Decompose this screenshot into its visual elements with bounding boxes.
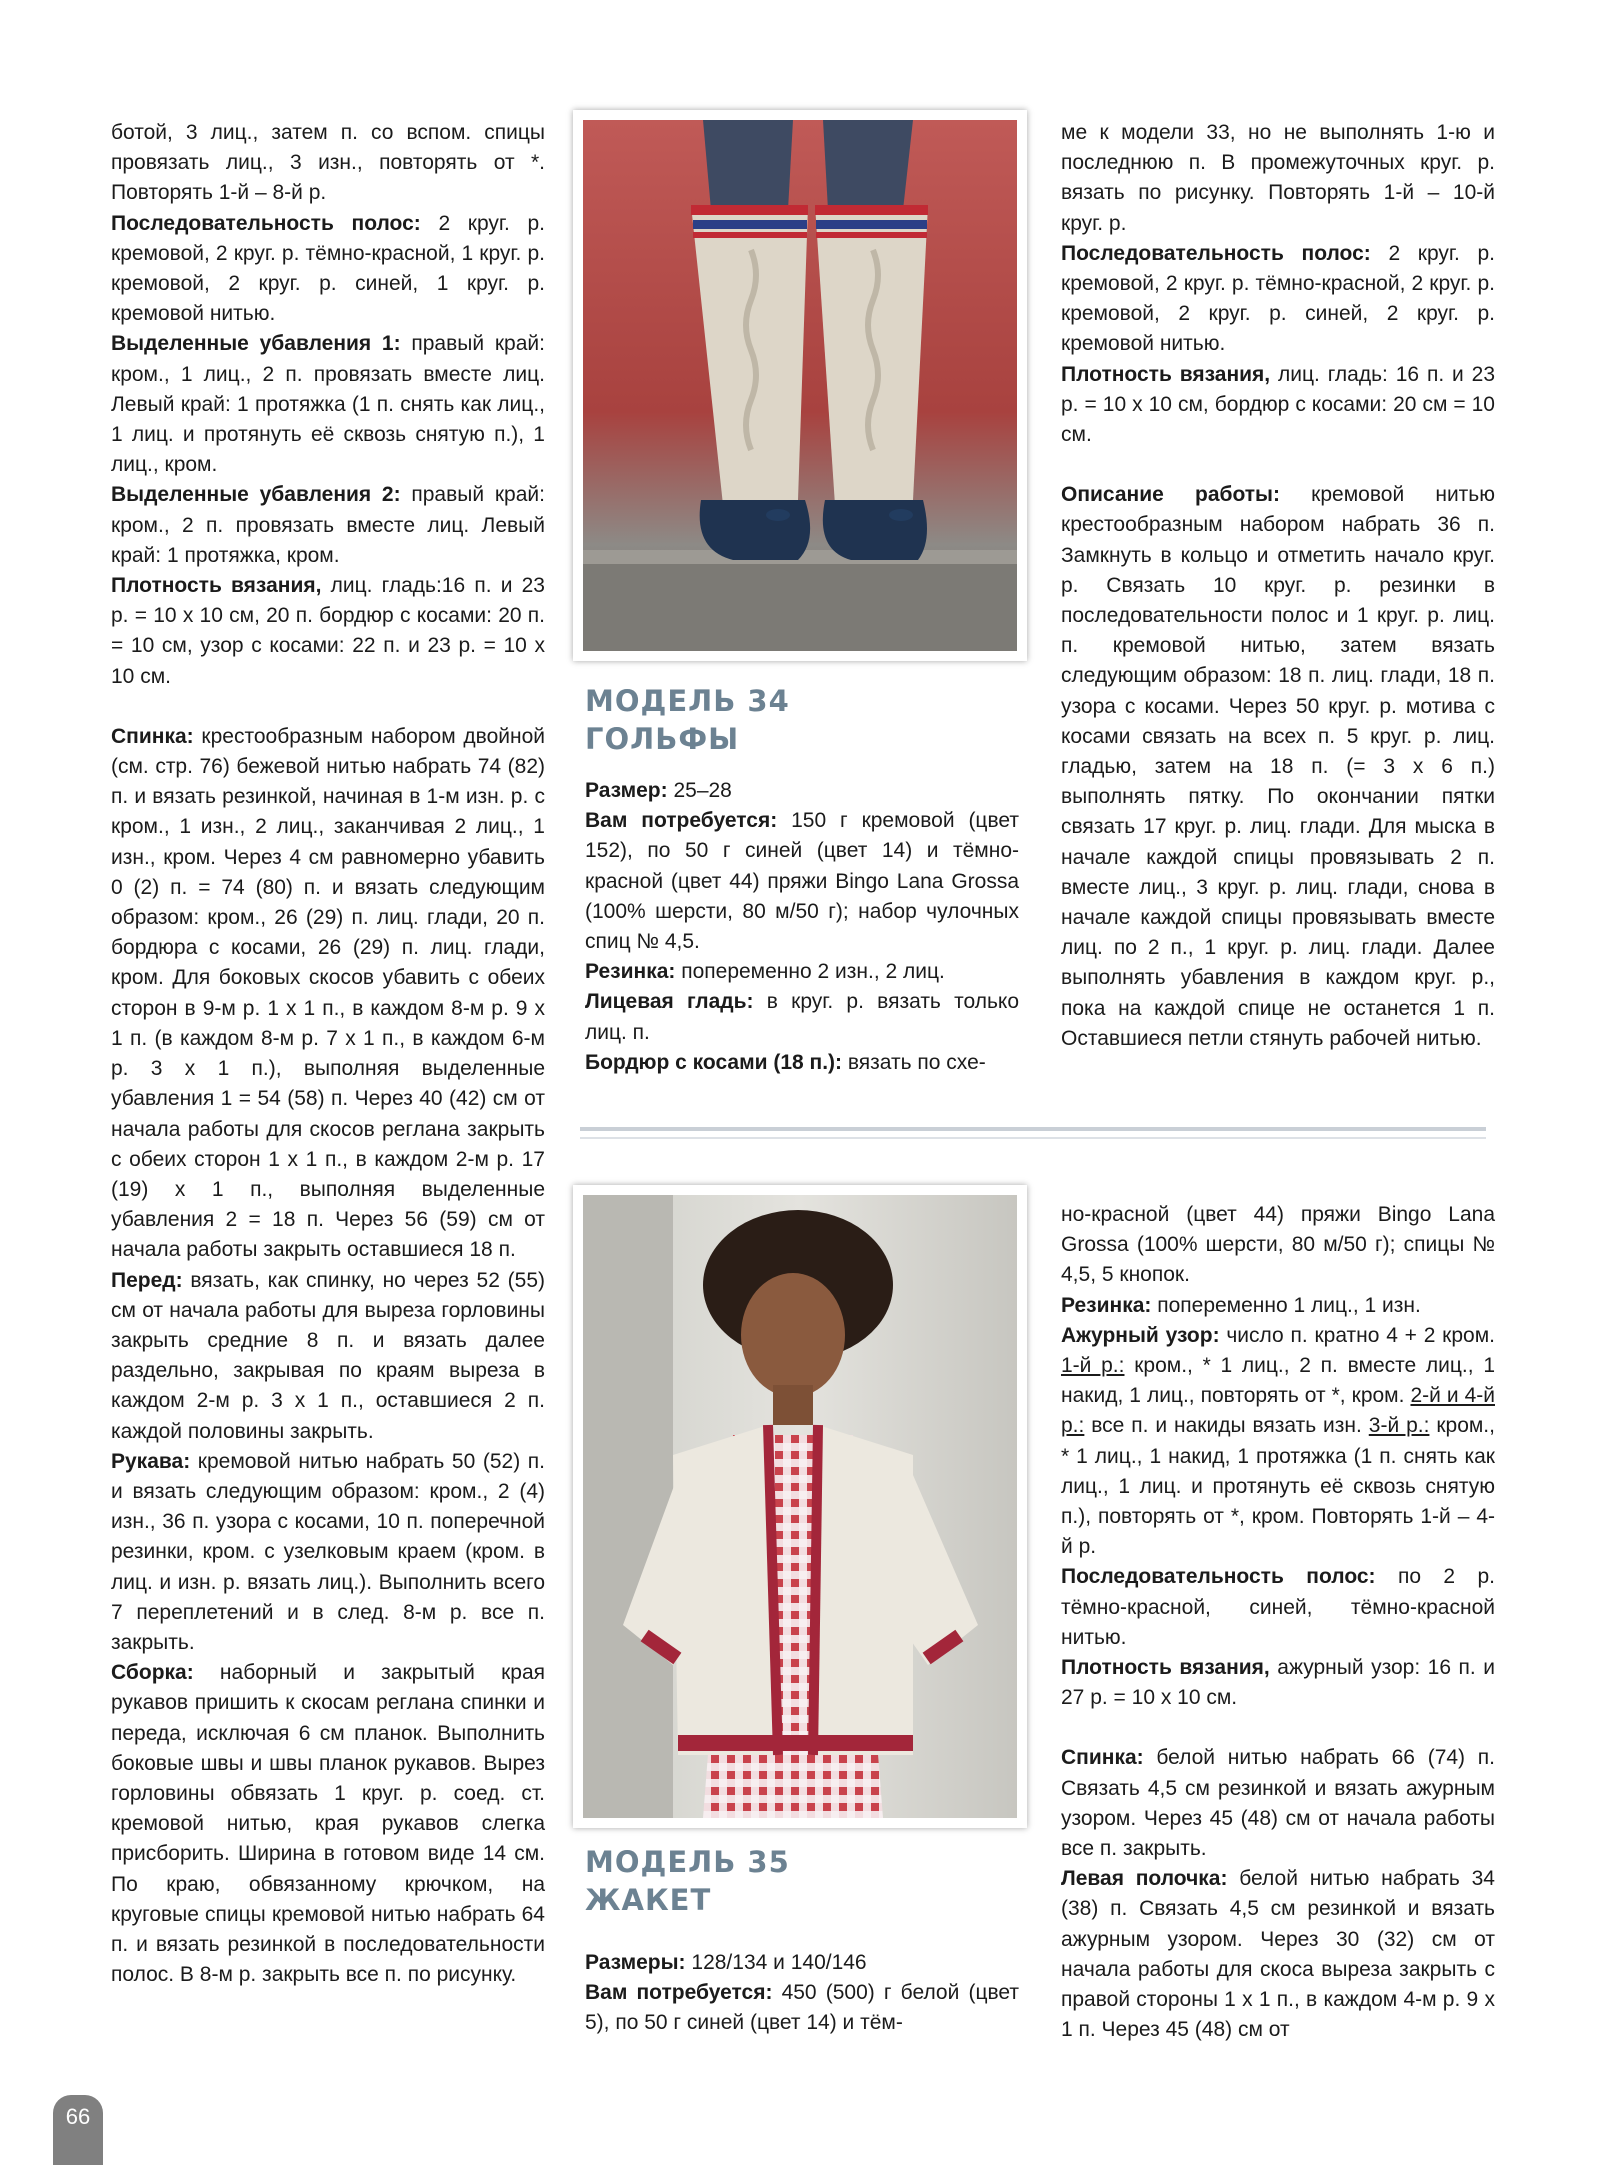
- paragraph-text: кремовой нитью набрать 50 (52) п. и вязать следующим образом: кром., 2 (4) изн., 36 п. узора с косами, 10 п. поперечной резинки, кром. с узелковым краем (кром. в лиц. и изн. р. вязать лиц.). Выполнить всего 7 переплетений и в след. 8-м р. все п. закрыть.: [111, 1449, 545, 1654]
- paragraph-label: Описание работы:: [1061, 483, 1280, 507]
- rib-paragraph: Резинка: попеременно 1 лиц., 1 изн.: [1061, 1293, 1421, 1317]
- paragraph-text: 25–28: [667, 779, 732, 802]
- paragraph-text: вязать по схе-: [842, 1050, 986, 1074]
- text-paragraph: [111, 118, 545, 209]
- text-paragraph: [585, 806, 1019, 957]
- yarn-continued: но-красной (цвет 44) пряжи Bingo Lana Grossa (100% шерсти, 80 м/50 г); спицы № 4,5, 5 кнопок.: [1061, 1203, 1495, 1287]
- left-front-paragraph: Левая полочка: белой нитью набрать 34 (38) п. Связать 4,5 см резинкой и вязать ажурным узором. Через 30 (32) см от начала работы для скоса выреза закрыть с правой стороны 1 х 1 п., в каждом 4-м р. 9 х 1 п. Через 45 (48) см от: [1061, 1867, 1495, 2042]
- text-paragraph: [1061, 118, 1495, 239]
- paragraph-label: Перед:: [111, 1268, 183, 1292]
- model-35-continued: [1061, 1200, 1495, 2045]
- paragraph-label: Размер:: [585, 779, 668, 802]
- paragraph-text: лиц. гладь:16 п. и 23 р. = 10 х 10 см, 20 п. бордюр с косами: 20 п. = 10 см, узор с косами: 22 п. и 23 р. = 10 х 10 см.: [111, 574, 545, 688]
- model-35-subtitle: ЖАКЕТ: [585, 1883, 712, 1917]
- lace-paragraph: Ажурный узор: число п. кратно 4 + 2 кром. 1-й р.: кром., * 1 лиц., 2 п. вместе лиц., 1 накид, 1 лиц., повторять от *, кром. 2-й и 4-й р.: все п. и накиды вязать изн. 3-й р.: кром., * 1 лиц., 1 накид, 1 протяжка (1 п. снять как лиц., 1 лиц. и протянуть её сквозь снятую п.), повторять от *, кром. Повторять 1-й – 4-й р.: [1061, 1323, 1495, 1559]
- paragraph-label: Плотность вязания,: [1061, 362, 1271, 386]
- model-34-continued: [1061, 118, 1495, 1054]
- paragraph-label: Бордюр с косами (18 п.):: [585, 1050, 843, 1074]
- text-paragraph: [1061, 239, 1495, 360]
- paragraph-label: Последовательность полос:: [1061, 241, 1371, 265]
- paragraph-text: вязать, как спинку, но через 52 (55) см от начала работы для выреза горловины закрыть средние 8 п. и вязать далее раздельно, закрывая по краям выреза в каждом 2-м р. 3 х 1 п., оставшиеся 2 п. каждой половины закрыть.: [111, 1268, 545, 1443]
- paragraph-text: наборный и закрытый края рукавов пришить к скосам реглана спинки и переда, исключая 6 см планок. Выполнить боковые швы и швы планок рукавов. Вырез горловины обвязать 1 круг. р. соед. ст. кремовой нитью, края рукавов слегка присборить. Ширина в готовом виде 14 см. По краю, обвязанному крючком, на круговые спицы кремовой нитью набрать 64 п. и вязать резинкой в последовательности полос. В 8-м р. закрыть все п. по рисунку.: [111, 1661, 545, 1987]
- paragraph-label: Плотность вязания,: [111, 574, 322, 598]
- text-paragraph: [111, 1447, 545, 1658]
- model-35-details: [585, 1948, 1019, 2039]
- paragraph-text: кремовой нитью крестообразным набором набрать 36 п. Замкнуть в кольцо и отметить начало круг. р. Связать 10 круг. р. резинки в последовательности полос и 1 круг. р. лиц. п. кремовой нитью, затем вязать следующим образом: 18 п. лиц. глади, 18 п. узора с косами. Через 50 круг. р. мотива с косами связать на всех п. 5 круг. р. лиц. гладью, затем на 18 п. (= 3 х 6 п.) выполнять пятку. По окончании пятки связать 17 круг. р. лиц. глади. Для мыска в начале каждой спицы провязывать 2 п. вместе лиц., 3 круг. р. лиц. глади, снова в начале каждой спицы провязывать вместе лиц. по 2 п., 1 круг. р. лиц. глади. Далее выполнять убавления в каждом круг. р., пока на каждой спице не останется 1 п. Оставшиеся петли стянуть рабочей нитью.: [1061, 483, 1495, 1050]
- model-35-title: МОДЕЛЬ 35: [585, 1845, 790, 1879]
- text-paragraph: [111, 722, 545, 1266]
- paragraph-text: ме к модели 33, но не выполнять 1-ю и последнюю п. В промежуточных круг. р. вязать по рисунку. Повторять 1-й – 10-й круг. р.: [1061, 121, 1495, 235]
- model-34-subtitle: ГОЛЬФЫ: [585, 722, 740, 756]
- paragraph-label: Вам потребуется:: [585, 809, 778, 833]
- paragraph-label: Лицевая гладь:: [585, 990, 754, 1014]
- girl-cardigan-illustration: [583, 1195, 1017, 1818]
- text-paragraph: [585, 1948, 1019, 1978]
- paragraph-text: правый край: кром., 2 п. провязать вместе лиц. Левый край: 1 протяжка, кром.: [111, 483, 545, 567]
- text-paragraph: [111, 209, 545, 330]
- text-paragraph: [111, 571, 545, 692]
- paragraph-label: Размеры:: [585, 1951, 686, 1974]
- text-paragraph: [1061, 480, 1495, 1054]
- model-34-heading: [585, 682, 1019, 758]
- text-paragraph: [1061, 360, 1495, 451]
- back-paragraph: Спинка: белой нитью набрать 66 (74) п. Связать 4,5 см резинкой и вязать ажурным узором. Через 45 (48) см от начала работы все п. закрыть.: [1061, 1746, 1495, 1861]
- paragraph-label: Сборка:: [111, 1661, 194, 1685]
- section-divider: [580, 1127, 1486, 1131]
- stripes-paragraph: Последовательность полос: по 2 р. тёмно-красной, синей, тёмно-красной нитью.: [1061, 1565, 1496, 1649]
- paragraph-label: Резинка:: [585, 960, 676, 984]
- page-number: 66: [65, 2104, 91, 2129]
- paragraph-label: Спинка:: [111, 724, 194, 748]
- text-paragraph: [585, 1048, 1019, 1078]
- paragraph-text: попеременно 2 изн., 2 лиц.: [675, 960, 945, 984]
- paragraph-label: Вам потребуется:: [585, 1981, 773, 2005]
- paragraph-text: правый край: кром., 1 лиц., 2 п. провязать вместе лиц. Левый край: 1 протяжка (1 п. снять как лиц., 1 лиц. и протянуть её сквозь снятую п.), 1 лиц., кром.: [111, 332, 545, 477]
- text-paragraph: [111, 329, 545, 480]
- paragraph-text: 2 круг. р. кремовой, 2 круг. р. тёмно-красной, 2 круг. р. кремовой, 2 круг. р. синей, 2 круг. р. кремовой нитью.: [1061, 241, 1496, 356]
- text-paragraph: [585, 1978, 1019, 2038]
- paragraph-label: Последовательность полос:: [111, 211, 421, 235]
- section-divider-thin: [580, 1137, 1486, 1139]
- text-paragraph: [585, 987, 1019, 1047]
- paragraph-text: крестообразным набором двойной (см. стр. 76) бежевой нитью набрать 74 (82) п. и вязать резинкой, начиная в 1-м изн. р. с кром., 1 изн., 2 лиц., заканчивая 2 лиц., 1 изн., кром. Через 4 см равномерно убавить 0 (2) п. = 74 (80) п. и вязать следующим образом: кром., 26 (29) п. лиц. глади, 20 п. бордюра с косами, 26 (29) п. лиц. глади, кром. Для боковых скосов убавить с обеих сторон в 9-м р. 1 х 1 п., в каждом 8-м р. 9 х 1 п. (в каждом 8-м р. 7 х 1 п., в каждом 6-м р. 3 х 1 п.), выполняя выделенные убавления 1 = 54 (58) п. Через 40 (42) см от начала работы для скосов реглана закрыть с обеих сторон 1 х 1 п., в каждом 2-м р. 17 (19) х 1 п., выполняя выделенные убавления 2 = 18 п. Через 56 (59) см от начала работы закрыть оставшиеся 18 п.: [111, 724, 545, 1262]
- model-34-title: МОДЕЛЬ 34: [585, 684, 790, 718]
- paragraph-text: 128/134 и 140/146: [685, 1951, 867, 1974]
- text-paragraph: [111, 480, 545, 571]
- paragraph-text: в круг. р. вязать только лиц. п.: [585, 990, 1020, 1044]
- paragraph-text: лиц. гладь: 16 п. и 23 р. = 10 х 10 см, бордюр с косами: 20 см = 10 см.: [1061, 362, 1495, 447]
- paragraph-text: ботой, 3 лиц., затем п. со вспом. спицы провязать лиц., 3 изн., повторять от *. Повторять 1-й – 8-й р.: [111, 121, 545, 205]
- paragraph-text: 450 (500) г белой (цвет 5), по 50 г синей (цвет 14) и тём-: [585, 1981, 1020, 2035]
- model-34-details: [585, 776, 1019, 1078]
- paragraph-label: Выделенные убавления 1:: [111, 332, 401, 356]
- paragraph-label: Рукава:: [111, 1449, 191, 1473]
- text-paragraph: [585, 776, 1019, 806]
- left-column: [111, 118, 545, 1990]
- knee-socks-photo: [573, 110, 1027, 661]
- paragraph-text: 150 г кремовой (цвет 152), по 50 г синей (цвет 14) и тёмно-красной (цвет 44) пряжи Bingo Lana Grossa (100% шерсти, 80 м/50 г); набор чулочных спиц № 4,5.: [585, 809, 1019, 954]
- knee-socks-illustration: [583, 120, 1017, 651]
- text-paragraph: [111, 1266, 545, 1447]
- model-35-heading: [585, 1843, 1019, 1919]
- paragraph-label: Выделенные убавления 2:: [111, 483, 401, 507]
- text-paragraph: [111, 1658, 545, 1990]
- text-paragraph: [585, 957, 1019, 987]
- gauge-paragraph: Плотность вязания, ажурный узор: 16 п. и 27 р. = 10 х 10 см.: [1061, 1656, 1495, 1710]
- girl-cardigan-photo: [573, 1185, 1027, 1828]
- paragraph-text: 2 круг. р. кремовой, 2 круг. р. тёмно-красной, 1 круг. р. кремовой, 2 круг. р. синей, 1 круг. р. кремовой нитью.: [111, 211, 546, 326]
